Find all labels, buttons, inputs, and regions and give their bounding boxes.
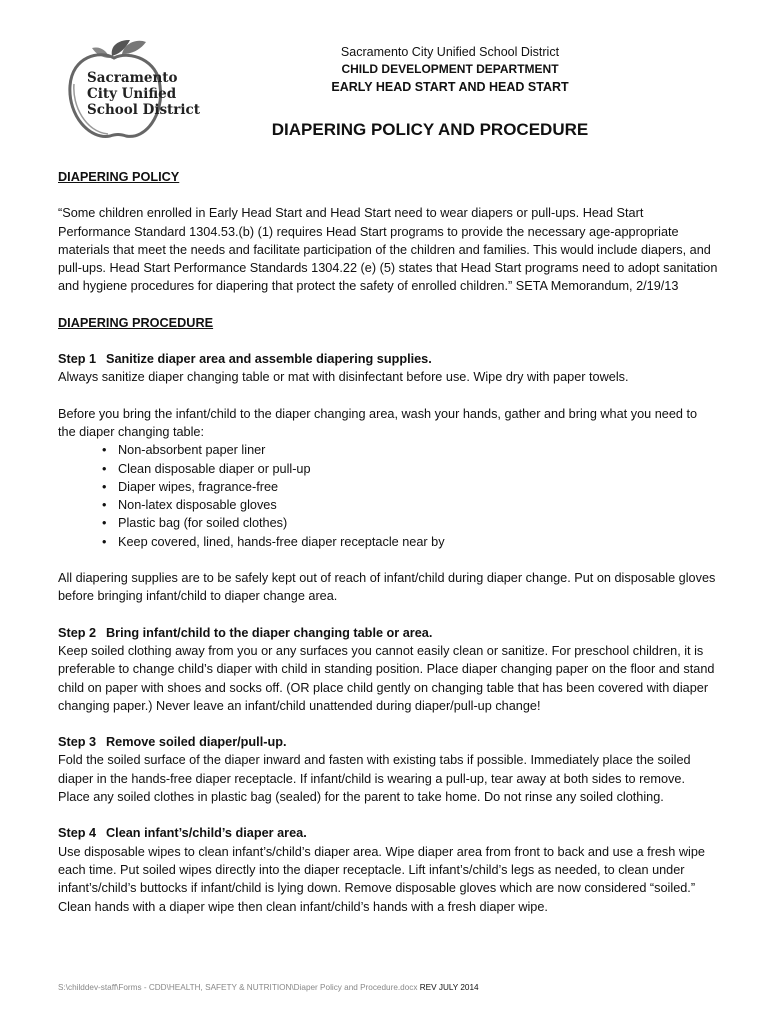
step-1-heading <box>58 350 718 368</box>
document-title: DIAPERING POLICY AND PROCEDURE <box>271 120 589 139</box>
step-4-heading <box>58 824 718 842</box>
district-name: Sacramento City Unified School District <box>340 45 560 59</box>
step-1-text: Always sanitize diaper changing table or mat with disinfectant before use. Wipe dry with paper towels. <box>58 370 629 385</box>
revision-date: REV JULY 2014 <box>419 983 479 992</box>
step-3-text: Fold the soiled surface of the diaper inward and fasten with existing tabs if possible. Immediately place the soiled diaper in the hands-free diaper receptacle. If infant/child is wearing a pull-up, tear away at both sides to remove. <box>58 753 691 786</box>
footer <box>58 983 479 992</box>
policy-heading: DIAPERING POLICY <box>58 170 180 184</box>
step-3-text-2: Place any soiled clothes in plastic bag (sealed) for the parent to take home. Do not rinse any soiled clothing. <box>58 790 664 805</box>
step-2-number: Step 2 <box>58 625 97 640</box>
list-item: • Diaper wipes, fragrance-free <box>106 478 718 496</box>
department-name: CHILD DEVELOPMENT DEPARTMENT <box>341 62 559 76</box>
step-3-heading <box>58 733 718 751</box>
logo-line-1: Sacramento <box>87 70 178 86</box>
letterhead <box>0 44 770 96</box>
step-3-number: Step 3 <box>58 735 97 750</box>
logo-line-3: School District <box>87 102 200 118</box>
document-body <box>58 168 718 934</box>
step-1-title: Sanitize diaper area and assemble diapering supplies. <box>106 352 432 367</box>
list-item: • Non-latex disposable gloves <box>106 496 718 514</box>
procedure-heading: DIAPERING PROCEDURE <box>58 315 214 330</box>
step-4-title: Clean infant’s/child’s diaper area. <box>106 826 307 841</box>
list-item: • Clean disposable diaper or pull-up <box>106 460 718 478</box>
step-2-heading <box>58 624 718 642</box>
step-2-text: Keep soiled clothing away from you or any surfaces you cannot easily clean or sanitize. For preschool children, it is preferable to change child’s diaper with child in standing position. Place diaper changing paper on the floor and stand child on paper with shoes and socks off. (OR place child gently on changing table that has been covered with diaper changing paper.) Never leave an infant/child unattended during diaper/pull-up change! <box>58 643 715 713</box>
step-1-number: Step 1 <box>58 352 97 367</box>
step-3-title: Remove soiled diaper/pull-up. <box>106 735 287 750</box>
file-path: S:\childdev-staff\Forms - CDD\HEALTH, SAFETY & NUTRITION\Diaper Policy and Procedure.docx <box>58 983 418 992</box>
list-item: • Non-absorbent paper liner <box>106 441 718 459</box>
supplies-intro: Before you bring the infant/child to the diaper changing area, wash your hands, gather and bring what you need to the diaper changing table: <box>58 406 698 439</box>
policy-text: “Some children enrolled in Early Head Start and Head Start need to wear diapers or pull-ups. Head Start Performance Standard 1304.53.(b) (1) requires Head Start programs to provide the necessary age-appropriate materials that meet the needs and facilitate participation of the children and families. This would include diapers, and pull-ups. Head Start Performance Standards 1304.22 (e) (5) states that Head Start programs need to adopt sanitation and hygiene procedures for diapering that protect the safety of enrolled children.” SETA Memorandum, 2/19/13 <box>58 206 718 294</box>
supplies-list <box>58 441 718 551</box>
step-1-closing: All diapering supplies are to be safely kept out of reach of infant/child during diaper change. Put on disposable gloves before bringing infant/child to diaper change area. <box>58 571 716 604</box>
list-item: • Plastic bag (for soiled clothes) <box>106 514 718 532</box>
step-4-text: Use disposable wipes to clean infant’s/child’s diaper area. Wipe diaper area from front to back and use a fresh wipe each time. Put soiled wipes directly into the diaper receptacle. Lift infant’s/child’s legs as needed, to clean under infant’s/child’s buttocks if infant/child is lying down. Remove disposable gloves which are now considered “soiled.” Clean hands with a diaper wipe then clean infant/child’s hands with a fresh diaper wipe. <box>58 844 705 914</box>
list-item: • Keep covered, lined, hands-free diaper receptacle near by <box>106 533 718 551</box>
program-name: EARLY HEAD START AND HEAD START <box>331 80 569 94</box>
step-2-title: Bring infant/child to the diaper changing table or area. <box>106 625 433 640</box>
step-4-number: Step 4 <box>58 826 97 841</box>
logo-line-2: City Unified <box>87 86 177 102</box>
